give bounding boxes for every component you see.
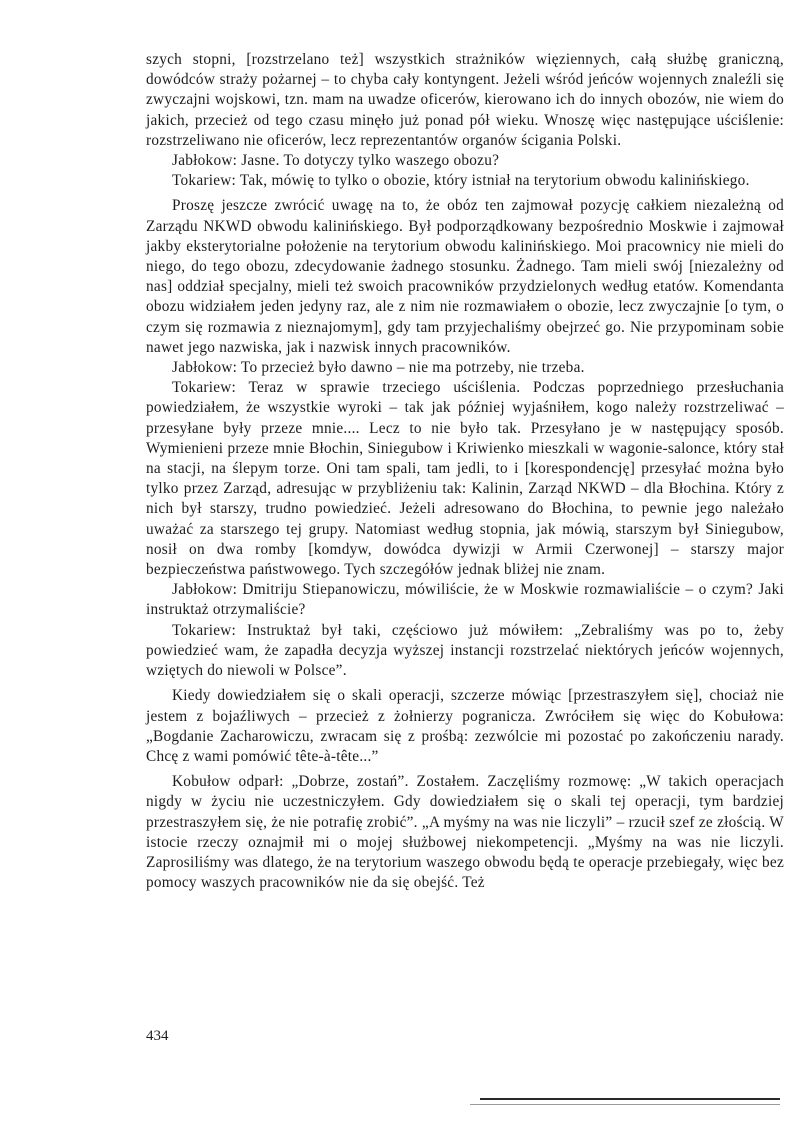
bottom-rule-line — [480, 1098, 780, 1100]
paragraph-9: Kiedy dowiedziałem się o skali operacji, szczerze mówiąc [przestraszyłem się], chociaż nie jestem z bojaźliwych – przecież z żołnierzy pogranicza. Zwróciłem się więc do Kobułowa: „Bogdanie Zacharowiczu, zwracam się z prośbą: zezwólcie mi pozostać po zakończeniu narady. Chcę z wami pomówić tête-à-tête...” — [146, 687, 784, 765]
paragraph-5: Jabłokow: To przecież było dawno – nie ma potrzeby, nie trzeba. — [172, 359, 585, 377]
page-number: 434 — [146, 1028, 169, 1044]
page-body-text — [146, 50, 784, 893]
paragraph-2: Jabłokow: Jasne. To dotyczy tylko waszego obozu? — [172, 152, 500, 170]
paragraph-8: Tokariew: Instruktaż był taki, częściowo już mówiłem: „Zebraliśmy was po to, żeby powiedzieć wam, że zapadła decyzja wyższej instancji rozstrzelać niektórych jeńców wojennych, wziętych do niewoli w Polsce”. — [146, 621, 784, 680]
paragraph-6: Tokariew: Teraz w sprawie trzeciego uściślenia. Podczas poprzedniego przesłuchania powiedziałem, że wszystkie wyroki – tak jak później wyjaśniłem, kogo należy rozstrzeliwać – przesyłane były przeze mnie.... Lecz to nie było tak. Przesyłano je w następujący sposób. Wymienieni przeze mnie Błochin, Siniegubow i Kriwienko mieszkali w wagonie-salonce, który stał na stacji, na ślepym torze. Oni tam spali, tam jedli, to i [korespondencję] przesyłać można było tylko przez Zarząd, adresując w przybliżeniu tak: Kalinin, Zarząd NKWD – dla Błochina. Który z nich był starszy, trudno powiedzieć. Jeżeli adresowano do Błochina, to pewnie jego należało uważać za starszego tej grupy. Natomiast według stopnia, jak mówią, starszym był Siniegubow, nosił on dwa romby [komdyw, dowódca dywizji w Armii Czerwonej] – starszy major bezpieczeństwa państwowego. Tych szczegółów jednak bliżej nie znam. — [146, 379, 784, 579]
paragraph-7: Jabłokow: Dmitriju Stiepanowiczu, mówiliście, że w Moskwie rozmawialiście – o czym? Jaki instruktaż otrzymaliście? — [146, 581, 784, 619]
paragraph-10: Kobułow odparł: „Dobrze, zostań”. Zostałem. Zaczęliśmy rozmowę: „W takich operacjach nigdy w życiu nie uczestniczyłem. Gdy dowiedziałem się o skali tej operacji, tym bardziej przestraszyłem się, że nie potrafię zrobić”. „A myśmy na was nie liczyli” – rzucił szef ze złością. W istocie rzeczy oznajmił mi o mojej służbowej niekompetencji. „Myśmy na was nie liczyli. Zaprosiliśmy was dlatego, że na terytorium waszego obwodu będą te operacje przebiegały, więc bez pomocy waszych pracowników nie da się obejść. Też — [146, 773, 784, 892]
paragraph-3: Tokariew: Tak, mówię to tylko o obozie, który istniał na terytorium obwodu kalinińskiego. — [172, 172, 750, 190]
paragraph-4: Proszę jeszcze zwrócić uwagę na to, że obóz ten zajmował pozycję całkiem niezależną od Zarządu NKWD obwodu kalinińskiego. Był podporządkowany bezpośrednio Moskwie i zajmował jakby eksterytorialne położenie na terytorium obwodu kalinińskiego. Moi pracownicy nie mieli do niego, do tego obozu, zdecydowanie żadnego stosunku. Żadnego. Tam mieli swój [niezależny od nas] oddział specjalny, mieli też swoich pracowników przydzielonych według etatów. Komendanta obozu widziałem jeden jedyny raz, ale z nim nie rozmawiałem o obozie, lecz zwyczajnie [o tym, o czym się rozmawia z nieznajomym], gdy tam przyjechaliśmy obejrzeć go. Nie przypominam sobie nawet jego nazwiska, jak i nazwisk innych pracowników. — [146, 197, 784, 356]
bottom-rule-shadow-line — [470, 1104, 780, 1105]
paragraph-1: szych stopni, [rozstrzelano też] wszystkich strażników więziennych, całą służbę graniczną, dowódców straży pożarnej – to chyba cały kontyngent. Jeżeli wśród jeńców wojennych znaleźli się zwyczajni wojskowi, tzn. mam na uwadze oficerów, kierowano ich do innych obozów, nie wiem do jakich, przecież od tego czasu minęło już ponad pół wieku. Wnoszę więc następujące uściślenie: rozstrzeliwano nie oficerów, lecz reprezentantów organów ścigania Polski. — [146, 51, 784, 149]
